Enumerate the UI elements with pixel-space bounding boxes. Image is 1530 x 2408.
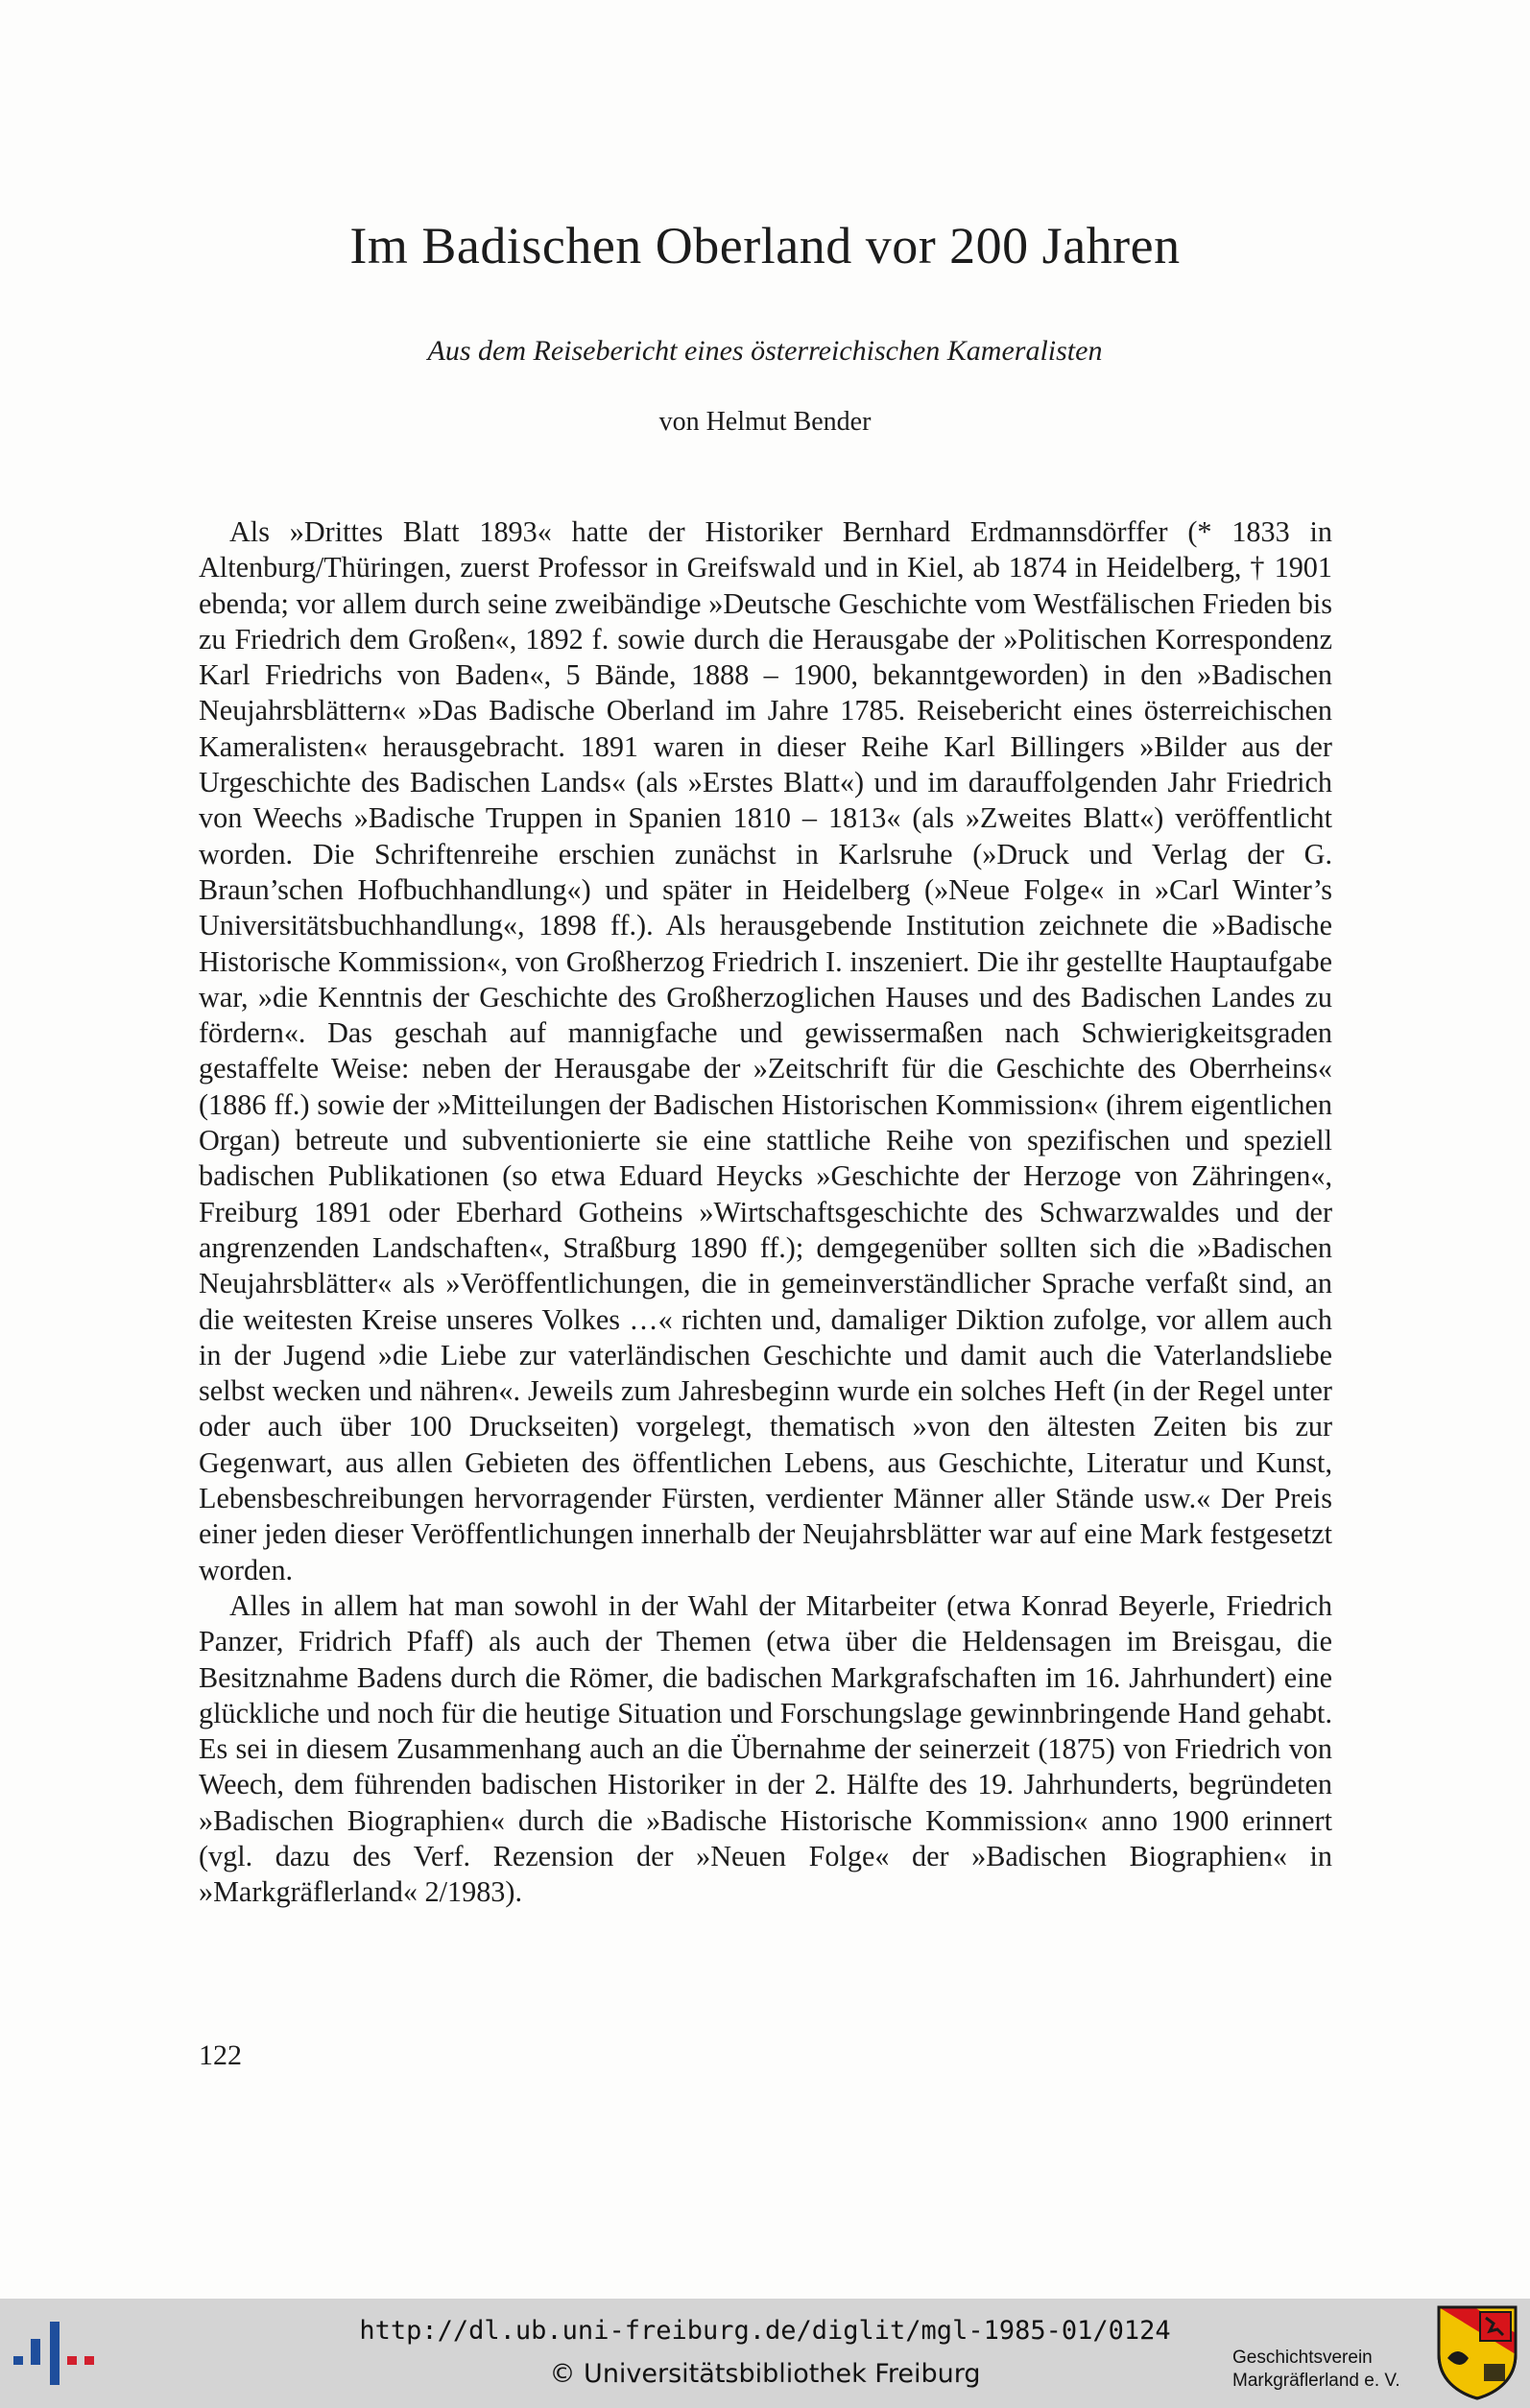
society-name-line1: Geschichtsverein — [1232, 2348, 1373, 2368]
society-name — [1232, 2347, 1444, 2393]
page-number: 122 — [199, 2039, 242, 2071]
copyright-text: © Universitätsbibliothek Freiburg — [549, 2359, 981, 2389]
article-author: von Helmut Bender — [658, 407, 872, 437]
footer-bar — [0, 2299, 1530, 2408]
body-paragraph: Alles in allem hat man sowohl in der Wahl der Mitarbeiter (etwa Konrad Beyerle, Friedrich Panzer, Fridrich Pfaff) als auch der Themen (etwa über die Heldensagen im Breisgau, die Besitznahme Badens durch die Römer, die badischen Markgrafschaften im 16. Jahrhundert) eine glückliche und noch für die heutige Situation und Forschungslage gewinnbringende Hand gehabt. Es sei in diesem Zusammenhang auch an die Übernahme der seinerzeit (1875) von Friedrich von Weech, dem führenden badischen Historiker in der 2. Hälfte des 19. Jahrhunderts, begründeten »Badischen Biographien« durch die »Badische Historische Kommission« anno 1900 erinnert (vgl. dazu des Verf. Rezension der »Neuen Folge« der »Badischen Biographien« in »Markgräflerland« 2/1983). — [199, 1588, 1332, 1909]
article-subtitle: Aus dem Reisebericht eines österreichischen Kameralisten — [427, 335, 1103, 367]
article-title: Im Badischen Oberland vor 200 Jahren — [349, 217, 1181, 274]
source-url-link[interactable]: http://dl.ub.uni-freiburg.de/diglit/mgl-1985-01/0124 — [359, 2316, 1171, 2346]
society-name-line2: Markgräflerland e. V. — [1232, 2371, 1400, 2391]
body-paragraph: Als »Drittes Blatt 1893« hatte der Historiker Bernhard Erdmannsdörffer (* 1833 in Altenburg/Thüringen, zuerst Professor in Greifswald und in Kiel, ab 1874 in Heidelberg, † 1901 ebenda; vor allem durch seine zweibändige »Deutsche Geschichte vom Westfälischen Frieden bis zu Friedrich dem Großen«, 1892 f. sowie durch die Herausgabe der »Politischen Korrespondenz Karl Friedrichs von Baden«, 5 Bände, 1888 – 1900, bekanntgeworden) in den »Badischen Neujahrsblättern« »Das Badische Oberland im Jahre 1785. Reisebericht eines österreichischen Kameralisten« herausgebracht. 1891 waren in dieser Reihe Karl Billingers »Bilder aus der Urgeschichte des Badischen Lands« (als »Erstes Blatt«) und im darauffolgenden Jahr Friedrich von Weechs »Badische Truppen in Spanien 1810 – 1813« (als »Zweites Blatt«) veröffentlicht worden. Die Schriftenreihe erschien zunächst in Karlsruhe (»Druck und Verlag der G. Braun’schen Hofbuchhandlung«) und später in Heidelberg (»Neue Folge« in »Carl Winter’s Universitätsbuchhandlung«, 1898 ff.). Als herausgebende Institution zeichnete die »Badische Historische Kommission«, von Großherzog Friedrich I. inszeniert. Die ihr gestellte Hauptaufgabe war, »die Kenntnis der Geschichte des Großherzoglichen Hauses und des Badischen Landes zu fördern«. Das geschah auf mannigfache und gewissermaßen nach Schwierigkeitsgraden gestaffelte Weise: neben der Herausgabe der »Zeitschrift für die Geschichte des Oberrheins« (1886 ff.) sowie der »Mitteilungen der Badischen Historischen Kommission« (ihrem eigentlichen Organ) betreute und subventionierte sie eine stattliche Reihe von spezifischen und speziell badischen Publikationen (so etwa Eduard Heycks »Geschichte der Herzoge von Zähringen«, Freiburg 1891 oder Eberhard Gotheins »Wirtschaftsgeschichte des Schwarzwaldes und der angrenzenden Landschaften«, Straßburg 1890 ff.); demgegenüber sollten sich die »Badischen Neujahrsblätter« als »Veröffentlichungen, die in gemeinverständlicher Sprache verfaßt sind, an die weitesten Kreise unseres Volkes …« richten und, damaliger Diktion zufolge, vor allem auch in der Jugend »die Liebe zur vaterländischen Geschichte und damit auch die Vaterlandsliebe selbst wecken und nähren«. Jeweils zum Jahresbeginn wurde ein solches Heft (in der Regel unter oder auch über 100 Druckseiten) vorgelegt, thematisch »von den ältesten Zeiten bis zur Gegenwart, aus allen Gebieten des öffentlichen Lebens, aus Geschichte, Literatur und Kunst, Lebensbeschreibungen hervorragender Fürsten, verdienter Männer aller Stände usw.« Der Preis einer jeden dieser Veröffentlichungen innerhalb der Neujahrsblätter war auf eine Mark festgesetzt worden. — [199, 515, 1332, 1586]
article-body — [199, 514, 1332, 1911]
coat-of-arms-icon[interactable] — [1436, 2304, 1518, 2400]
